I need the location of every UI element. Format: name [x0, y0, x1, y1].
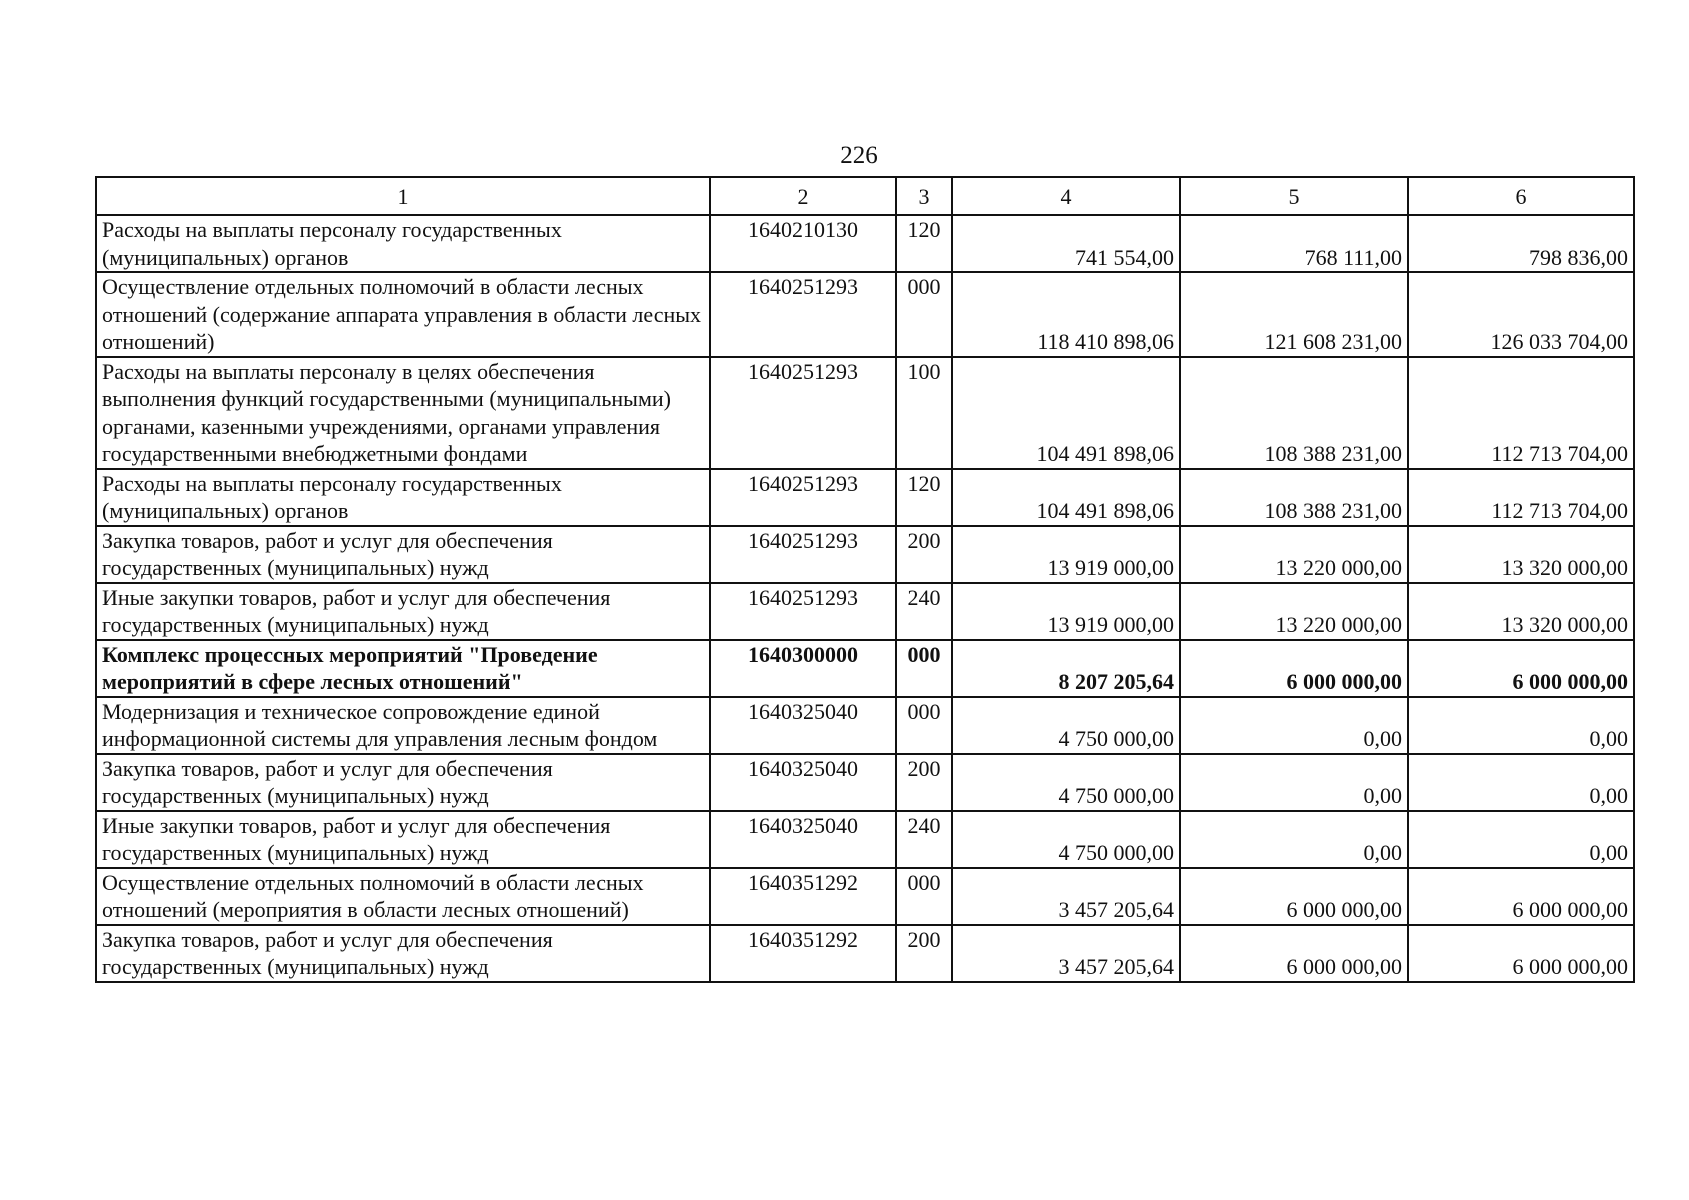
- column-header-2: 2: [710, 177, 896, 215]
- row-code-cell: 1640351292: [710, 868, 896, 925]
- row-sum-year3-cell: 6 000 000,00: [1408, 640, 1634, 697]
- row-code-cell: 1640325040: [710, 697, 896, 754]
- row-sum-year1-cell: 3 457 205,64: [952, 868, 1180, 925]
- row-sum-year1-cell: 741 554,00: [952, 215, 1180, 272]
- row-sum-year2-cell: 6 000 000,00: [1180, 640, 1408, 697]
- row-name-cell: Модернизация и техническое сопровождение единой информационной системы для управления лесным фондом: [96, 697, 710, 754]
- table-row: [96, 640, 1634, 697]
- page-number: 226: [840, 142, 878, 169]
- table-header-row: [96, 177, 1634, 215]
- row-sum-year2-cell: 6 000 000,00: [1180, 868, 1408, 925]
- table-row: [96, 583, 1634, 640]
- row-type-cell: 200: [896, 526, 952, 583]
- row-sum-year2-cell: 108 388 231,00: [1180, 469, 1408, 526]
- row-sum-year3-cell: 126 033 704,00: [1408, 272, 1634, 357]
- row-name-cell: Осуществление отдельных полномочий в области лесных отношений (содержание аппарата управления в области лесных отношений): [96, 272, 710, 357]
- row-sum-year1-cell: 118 410 898,06: [952, 272, 1180, 357]
- row-type-cell: 000: [896, 640, 952, 697]
- row-sum-year3-cell: 0,00: [1408, 811, 1634, 868]
- table-row: [96, 697, 1634, 754]
- table-row: [96, 811, 1634, 868]
- row-sum-year3-cell: 112 713 704,00: [1408, 357, 1634, 469]
- row-name-cell: Закупка товаров, работ и услуг для обеспечения государственных (муниципальных) нужд: [96, 925, 710, 982]
- row-sum-year3-cell: 13 320 000,00: [1408, 583, 1634, 640]
- row-sum-year2-cell: 13 220 000,00: [1180, 583, 1408, 640]
- row-code-cell: 1640300000: [710, 640, 896, 697]
- row-sum-year2-cell: 0,00: [1180, 754, 1408, 811]
- row-sum-year2-cell: 768 111,00: [1180, 215, 1408, 272]
- table-row: [96, 357, 1634, 469]
- row-type-cell: 100: [896, 357, 952, 469]
- row-sum-year2-cell: 6 000 000,00: [1180, 925, 1408, 982]
- row-code-cell: 1640251293: [710, 583, 896, 640]
- row-sum-year3-cell: 13 320 000,00: [1408, 526, 1634, 583]
- row-sum-year1-cell: 8 207 205,64: [952, 640, 1180, 697]
- row-name-cell: Комплекс процессных мероприятий "Проведение мероприятий в сфере лесных отношений": [96, 640, 710, 697]
- row-sum-year1-cell: 104 491 898,06: [952, 357, 1180, 469]
- row-code-cell: 1640251293: [710, 357, 896, 469]
- row-name-cell: Закупка товаров, работ и услуг для обеспечения государственных (муниципальных) нужд: [96, 526, 710, 583]
- column-header-1: 1: [96, 177, 710, 215]
- row-code-cell: 1640251293: [710, 272, 896, 357]
- row-code-cell: 1640251293: [710, 469, 896, 526]
- row-type-cell: 000: [896, 697, 952, 754]
- row-code-cell: 1640251293: [710, 526, 896, 583]
- table-row: [96, 925, 1634, 982]
- budget-table-body: [96, 177, 1634, 982]
- row-sum-year3-cell: 112 713 704,00: [1408, 469, 1634, 526]
- row-sum-year1-cell: 4 750 000,00: [952, 754, 1180, 811]
- row-type-cell: 120: [896, 215, 952, 272]
- row-code-cell: 1640325040: [710, 754, 896, 811]
- row-code-cell: 1640210130: [710, 215, 896, 272]
- row-type-cell: 240: [896, 811, 952, 868]
- column-header-6: 6: [1408, 177, 1634, 215]
- budget-table: [95, 176, 1635, 983]
- row-code-cell: 1640351292: [710, 925, 896, 982]
- row-sum-year1-cell: 4 750 000,00: [952, 697, 1180, 754]
- row-type-cell: 200: [896, 925, 952, 982]
- row-name-cell: Расходы на выплаты персоналу государственных (муниципальных) органов: [96, 469, 710, 526]
- row-sum-year1-cell: 13 919 000,00: [952, 526, 1180, 583]
- table-row: [96, 526, 1634, 583]
- row-name-cell: Расходы на выплаты персоналу в целях обеспечения выполнения функций государственными (муниципальными) органами, казенными учреждениями, органами управления государственными внебюджетными фондами: [96, 357, 710, 469]
- table-row: [96, 215, 1634, 272]
- row-name-cell: Закупка товаров, работ и услуг для обеспечения государственных (муниципальных) нужд: [96, 754, 710, 811]
- row-sum-year2-cell: 0,00: [1180, 697, 1408, 754]
- row-name-cell: Иные закупки товаров, работ и услуг для обеспечения государственных (муниципальных) нужд: [96, 811, 710, 868]
- table-row: [96, 754, 1634, 811]
- row-sum-year2-cell: 13 220 000,00: [1180, 526, 1408, 583]
- column-header-5: 5: [1180, 177, 1408, 215]
- row-sum-year2-cell: 0,00: [1180, 811, 1408, 868]
- column-header-4: 4: [952, 177, 1180, 215]
- table-row: [96, 272, 1634, 357]
- row-sum-year2-cell: 121 608 231,00: [1180, 272, 1408, 357]
- row-sum-year1-cell: 13 919 000,00: [952, 583, 1180, 640]
- row-sum-year3-cell: 6 000 000,00: [1408, 868, 1634, 925]
- row-sum-year3-cell: 0,00: [1408, 697, 1634, 754]
- row-sum-year1-cell: 3 457 205,64: [952, 925, 1180, 982]
- row-sum-year3-cell: 798 836,00: [1408, 215, 1634, 272]
- row-sum-year3-cell: 6 000 000,00: [1408, 925, 1634, 982]
- row-name-cell: Расходы на выплаты персоналу государственных (муниципальных) органов: [96, 215, 710, 272]
- row-type-cell: 000: [896, 272, 952, 357]
- table-row: [96, 868, 1634, 925]
- row-type-cell: 120: [896, 469, 952, 526]
- row-sum-year2-cell: 108 388 231,00: [1180, 357, 1408, 469]
- row-sum-year1-cell: 4 750 000,00: [952, 811, 1180, 868]
- column-header-3: 3: [896, 177, 952, 215]
- row-code-cell: 1640325040: [710, 811, 896, 868]
- row-name-cell: Иные закупки товаров, работ и услуг для обеспечения государственных (муниципальных) нужд: [96, 583, 710, 640]
- row-sum-year1-cell: 104 491 898,06: [952, 469, 1180, 526]
- row-type-cell: 240: [896, 583, 952, 640]
- row-type-cell: 000: [896, 868, 952, 925]
- row-name-cell: Осуществление отдельных полномочий в области лесных отношений (мероприятия в области лесных отношений): [96, 868, 710, 925]
- row-type-cell: 200: [896, 754, 952, 811]
- table-row: [96, 469, 1634, 526]
- row-sum-year3-cell: 0,00: [1408, 754, 1634, 811]
